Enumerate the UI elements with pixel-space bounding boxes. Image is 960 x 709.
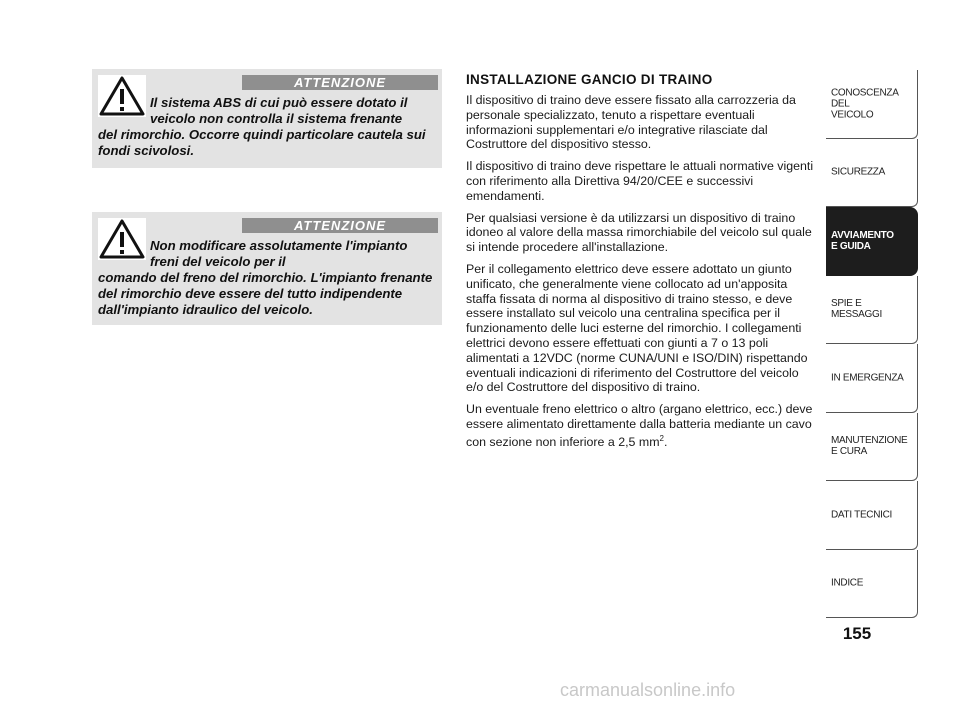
warning-text-rest: del rimorchio. Occorre quindi particolare cautela sui fondi scivolosi. (98, 127, 426, 158)
warning-box-abs (92, 69, 442, 168)
warning-text-rest: comando del freno del rimorchio. L'impianto frenante del rimorchio deve essere del tutto indipendente dall'impianto idraulico del veicolo. (98, 270, 433, 317)
tab-spie-e-messaggi[interactable] (826, 276, 918, 345)
unit-superscript: 2 (659, 433, 664, 443)
warning-text-indented: Il sistema ABS di cui può essere dotato il veicolo non controlla il sistema frenante (150, 95, 408, 126)
tab-label: SPIE E MESSAGGI (831, 298, 882, 321)
warning-header: ATTENZIONE (242, 75, 438, 90)
tab-dati-tecnici[interactable] (826, 481, 918, 550)
article-tow-hook (466, 72, 816, 457)
tab-label: INDICE (831, 577, 864, 589)
tab-in-emergenza[interactable] (826, 344, 918, 413)
watermark: carmanualsonline.info (560, 680, 736, 700)
article-last-end: . (664, 434, 668, 449)
article-paragraph-last (466, 402, 816, 450)
tab-label: MANUTENZIONE E CURA (831, 435, 908, 458)
tab-label: SICUREZZA (831, 166, 885, 178)
article-paragraph: Per qualsiasi versione è da utilizzarsi un dispositivo di traino idoneo al valore della massa rimorchiabile del veicolo sul quale si intende procedere all'installazione. (466, 210, 812, 255)
tab-conoscenza-del-veicolo[interactable] (826, 70, 918, 139)
warning-box-brakes (92, 212, 442, 325)
warning-text (98, 95, 436, 159)
warning-text (98, 238, 436, 318)
article-title: INSTALLAZIONE GANCIO DI TRAINO (466, 72, 713, 87)
page-number: 155 (842, 624, 872, 643)
tab-manutenzione-e-cura[interactable] (826, 413, 918, 482)
tab-label: IN EMERGENZA (831, 372, 904, 384)
article-last-text: Un eventuale freno elettrico o altro (argano elettrico, ecc.) deve essere alimentato direttamente dalla batteria mediante un cavo con sezione non inferiore a 2,5 mm (466, 402, 813, 449)
warning-text-indented: Non modificare assolutamente l'impianto freni del veicolo per il (150, 238, 408, 269)
tab-sicurezza[interactable] (826, 139, 918, 208)
tab-label: AVVIAMENTO E GUIDA (831, 229, 894, 252)
tab-label: DATI TECNICI (831, 509, 893, 521)
warning-header: ATTENZIONE (242, 218, 438, 233)
article-paragraph: Il dispositivo di traino deve rispettare le attuali normative vigenti con riferimento alla Direttiva 94/20/CEE e successivi emendamenti. (466, 159, 814, 203)
article-paragraph: Per il collegamento elettrico deve essere adottato un giunto unificato, che generalmente viene collocato ad un'apposita staffa fissata di norma al dispositivo di traino stesso, e deve essere installato sul veicolo una centralina specifica per il funzionamento delle luci esterne del rimorchio. I collegamenti elettrici devono essere effettuati con giunti a 7 o 13 poli alimentati a 12VDC (norme CUNA/UNI e ISO/DIN) rispettando eventuali indicazioni di riferimento del Costruttore del veicolo e/o del Costruttore del dispositivo di traino. (466, 261, 808, 395)
article-paragraph: Il dispositivo di traino deve essere fissato alla carrozzeria da personale specializzato, tenuto a rispettare eventuali informazioni supplementari e/o integrative rilasciate dal Costruttore del dispositivo stesso. (466, 93, 796, 152)
tab-indice[interactable] (826, 550, 918, 619)
tab-avviamento-e-guida[interactable] (826, 207, 918, 276)
tab-label: CONOSCENZA DEL VEICOLO (831, 87, 899, 121)
section-tabs (826, 70, 918, 618)
